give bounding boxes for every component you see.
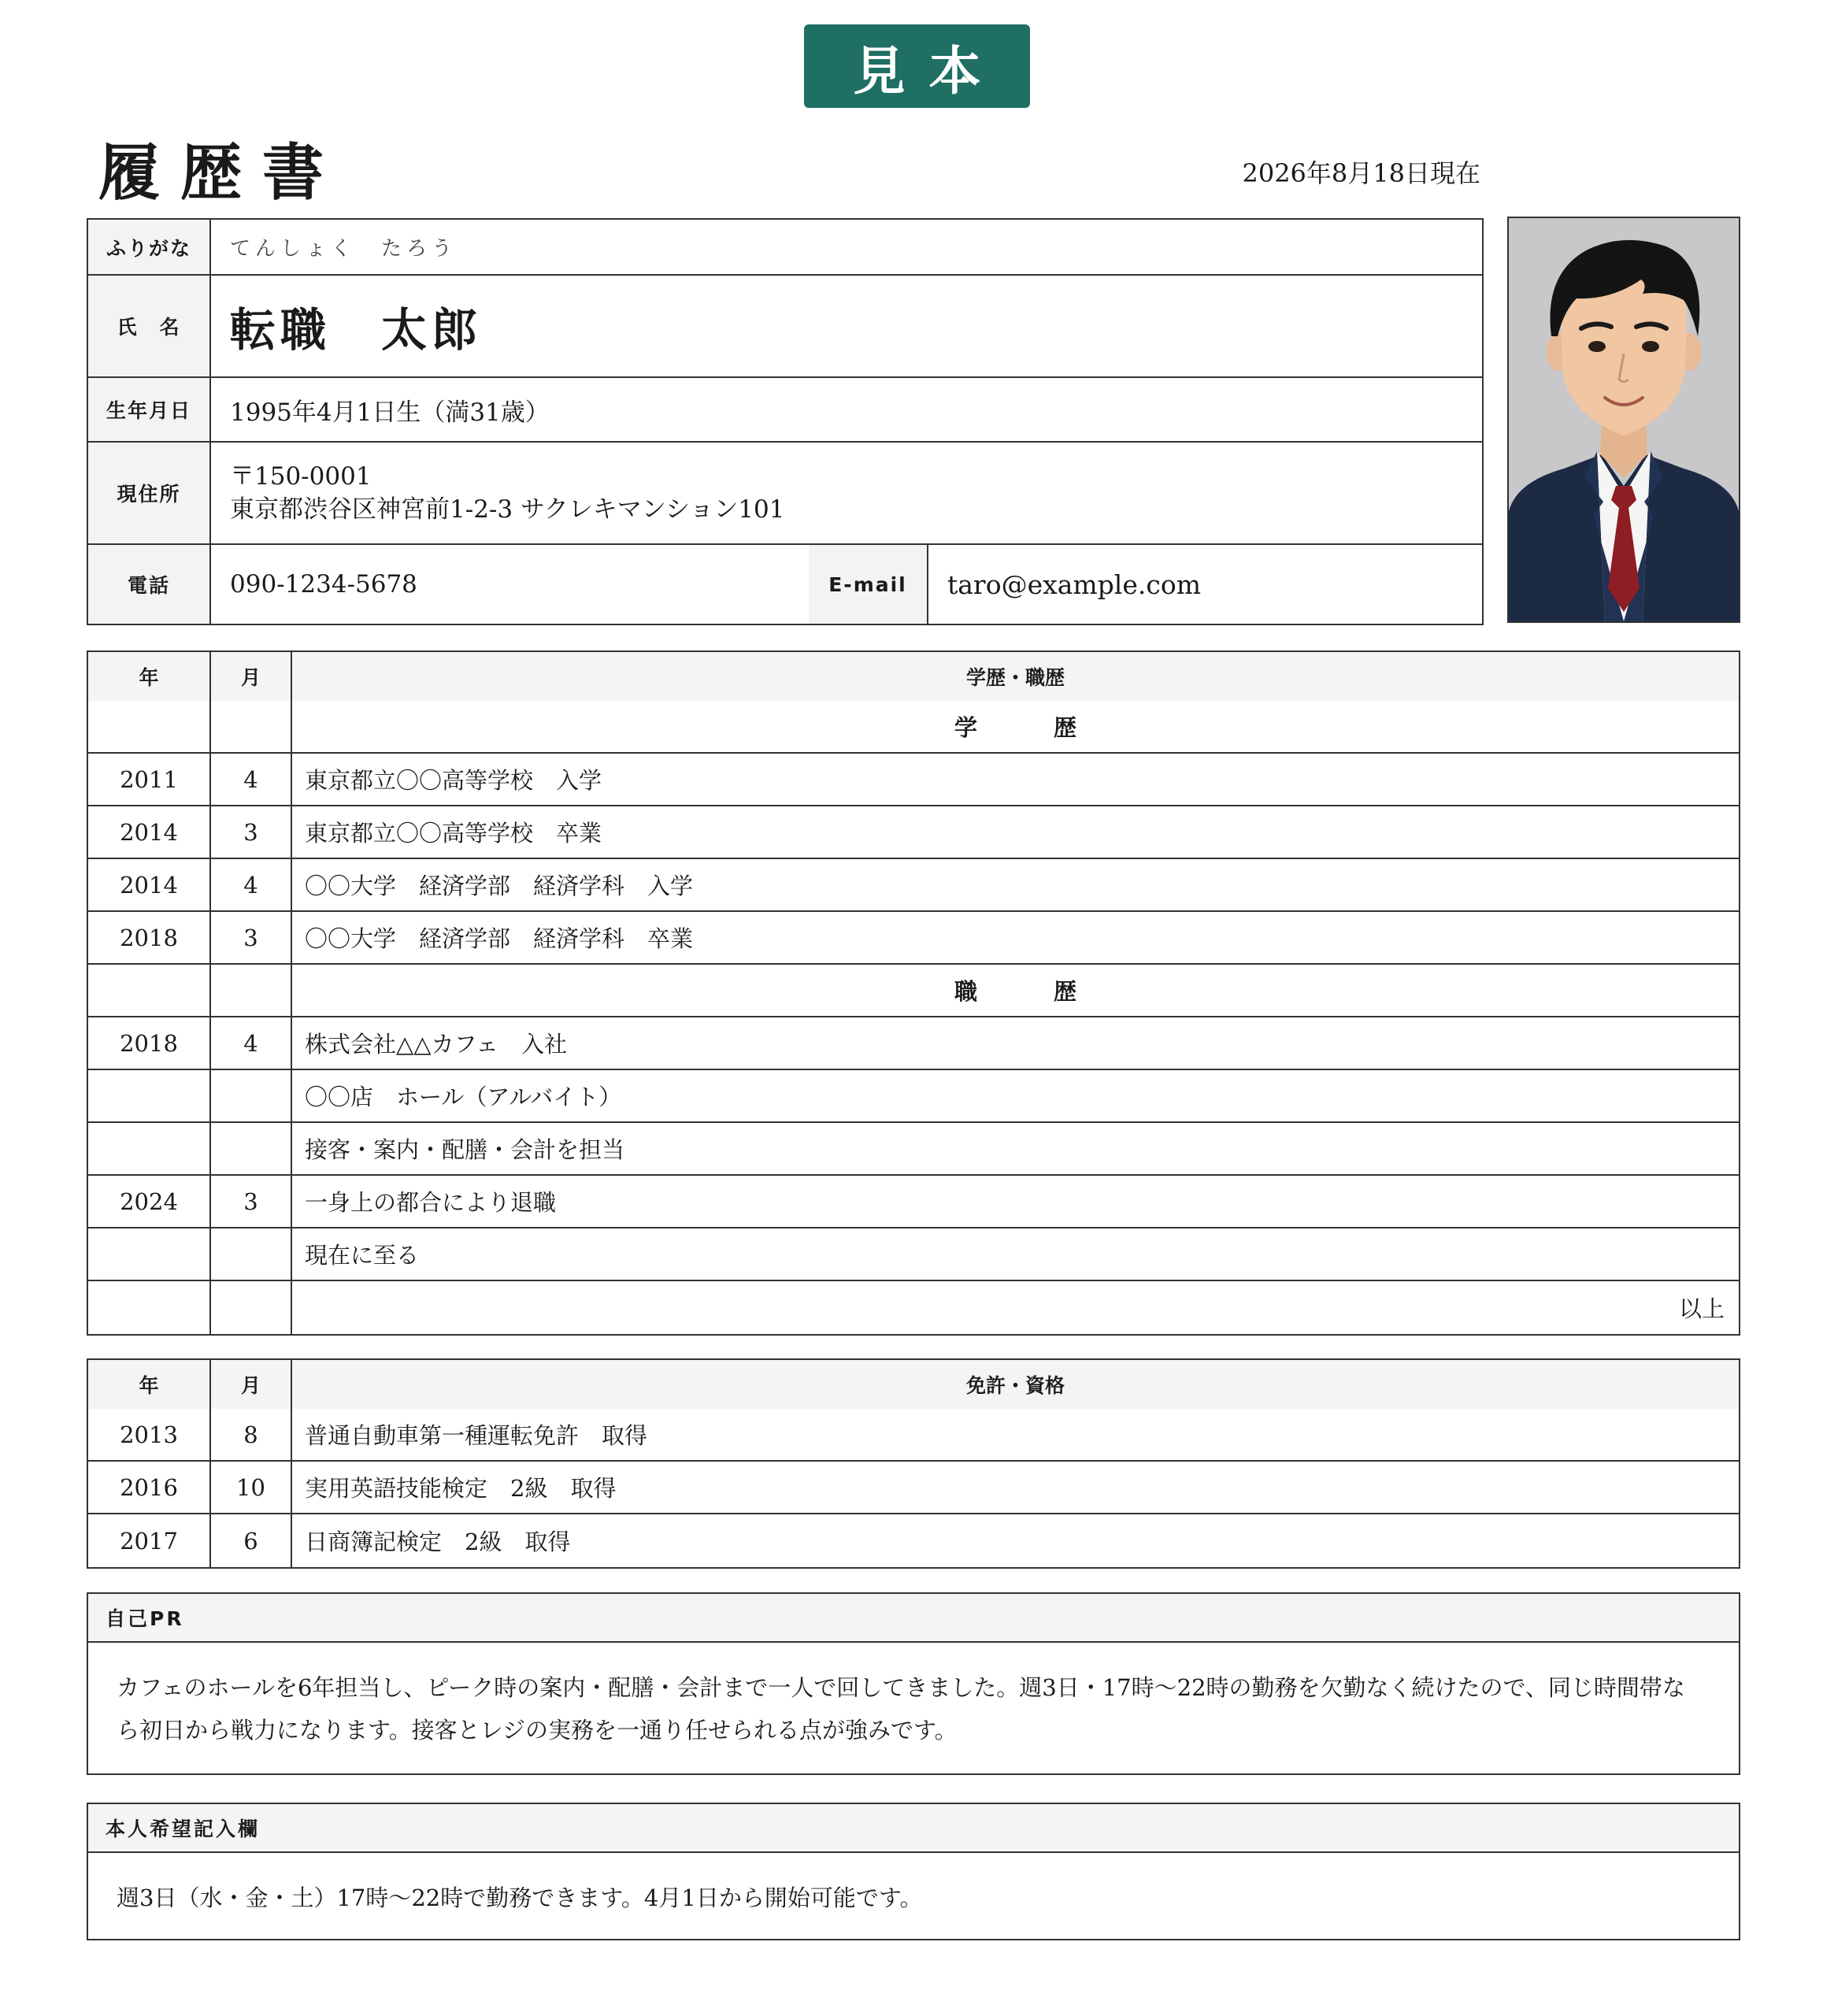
row-year: 2011 (88, 754, 211, 805)
year-header: 年 (88, 1360, 211, 1409)
table-row (88, 1462, 1739, 1514)
row-year: 2018 (88, 1017, 211, 1069)
name-value: 転職 太郎 (230, 303, 483, 357)
licenses-header: 免許・資格 (965, 1374, 1065, 1397)
contact-row (88, 545, 1482, 624)
education-section-title: 学 歴 (954, 714, 1103, 741)
self-pr-label: 自己PR (88, 1594, 1739, 1643)
row-month: 6 (211, 1514, 292, 1567)
furigana-label: ふりがな (88, 220, 211, 274)
empty-cell (211, 1281, 292, 1334)
empty-cell (211, 965, 292, 1016)
row-year: 2014 (88, 859, 211, 910)
row-month (211, 1070, 292, 1121)
row-text: 〇〇大学 経済学部 経済学科 入学 (305, 873, 694, 899)
education-section-row (88, 701, 1739, 754)
sample-badge: 見本 (804, 24, 1030, 108)
row-month (211, 1228, 292, 1280)
portrait-image (1509, 218, 1739, 621)
self-pr-text: カフェのホールを6年担当し、ピーク時の案内・配膳・会計まで一人で回してきました。週3日・17時〜22時の勤務を欠勤なく続けたので、同じ時間帯なら初日から戦力になります。接客とレジの実務を一通り任せられる点が強みです。 (117, 1674, 1685, 1744)
table-row (88, 859, 1739, 912)
postal-code: 〒150-0001 (230, 462, 372, 491)
phone-value: 090-1234-5678 (230, 570, 417, 598)
table-row (88, 1409, 1739, 1462)
table-row (88, 806, 1739, 859)
empty-cell (88, 701, 211, 752)
table-row (88, 1176, 1739, 1228)
furigana-value: てんしょく たろう (230, 237, 458, 261)
row-year: 2018 (88, 912, 211, 963)
end-row (88, 1281, 1739, 1334)
birth-value: 1995年4月1日生（満31歳） (230, 398, 550, 427)
row-year: 2016 (88, 1462, 211, 1513)
name-label: 氏 名 (88, 276, 211, 376)
row-text: 普通自動車第一種運転免許 取得 (305, 1422, 648, 1449)
row-text: 〇〇店 ホール（アルバイト） (305, 1084, 622, 1110)
table-row (88, 1228, 1739, 1281)
licenses-header-row (88, 1360, 1739, 1409)
empty-cell (88, 965, 211, 1016)
empty-cell (211, 701, 292, 752)
row-month: 3 (211, 806, 292, 858)
birth-label: 生年月日 (88, 378, 211, 441)
row-year: 2024 (88, 1176, 211, 1227)
row-text: 現在に至る (305, 1242, 420, 1269)
table-row (88, 1070, 1739, 1123)
row-year: 2013 (88, 1409, 211, 1460)
phone-label: 電話 (88, 545, 211, 624)
email-value: taro@example.com (947, 569, 1202, 600)
history-header: 学歴・職歴 (965, 666, 1065, 689)
history-table (87, 650, 1740, 1336)
id-photo (1507, 217, 1740, 623)
self-pr-box (87, 1592, 1740, 1775)
row-year: 2017 (88, 1514, 211, 1567)
row-year (88, 1070, 211, 1121)
address-row (88, 443, 1482, 545)
row-month: 10 (211, 1462, 292, 1513)
wishes-box (87, 1803, 1740, 1940)
month-header: 月 (211, 1360, 292, 1409)
table-row (88, 1017, 1739, 1070)
work-section-title: 職 歴 (954, 978, 1103, 1005)
table-row (88, 1123, 1739, 1176)
row-text: 東京都立〇〇高等学校 入学 (305, 767, 602, 794)
as-of-date: 2026年8月18日現在 (1242, 158, 1480, 188)
empty-cell (88, 1281, 211, 1334)
document-title: 履歴書 (98, 137, 345, 209)
name-row (88, 276, 1482, 378)
licenses-table (87, 1358, 1740, 1569)
row-text: 東京都立〇〇高等学校 卒業 (305, 820, 602, 847)
row-month: 4 (211, 1017, 292, 1069)
table-row (88, 912, 1739, 965)
work-section-row (88, 965, 1739, 1017)
table-row (88, 754, 1739, 806)
row-year: 2014 (88, 806, 211, 858)
year-header: 年 (88, 652, 211, 701)
address-value (211, 443, 1482, 543)
address-label: 現住所 (88, 443, 211, 543)
history-header-row (88, 652, 1739, 701)
row-text: 日商簿記検定 2級 取得 (305, 1529, 571, 1555)
row-month: 3 (211, 912, 292, 963)
address-text: 東京都渋谷区神宮前1-2-3 サクレキマンション101 (230, 495, 785, 524)
row-text: 実用英語技能検定 2級 取得 (305, 1475, 617, 1502)
wishes-label: 本人希望記入欄 (88, 1804, 1739, 1853)
wishes-text: 週3日（水・金・土）17時〜22時で勤務できます。4月1日から開始可能です。 (117, 1884, 923, 1911)
email-label: E-mail (809, 545, 928, 624)
row-text: 一身上の都合により退職 (305, 1189, 557, 1216)
row-month: 4 (211, 754, 292, 805)
row-text: 株式会社△△カフェ 入社 (305, 1031, 568, 1058)
end-text: 以上 (1678, 1295, 1725, 1322)
furigana-row (88, 220, 1482, 276)
row-year (88, 1123, 211, 1174)
row-month: 8 (211, 1409, 292, 1460)
month-header: 月 (211, 652, 292, 701)
birth-row (88, 378, 1482, 443)
row-month: 3 (211, 1176, 292, 1227)
row-month: 4 (211, 859, 292, 910)
row-year (88, 1228, 211, 1280)
row-month (211, 1123, 292, 1174)
row-text: 〇〇大学 経済学部 経済学科 卒業 (305, 925, 694, 952)
row-text: 接客・案内・配膳・会計を担当 (305, 1136, 625, 1163)
profile-table (87, 218, 1484, 625)
table-row (88, 1514, 1739, 1567)
